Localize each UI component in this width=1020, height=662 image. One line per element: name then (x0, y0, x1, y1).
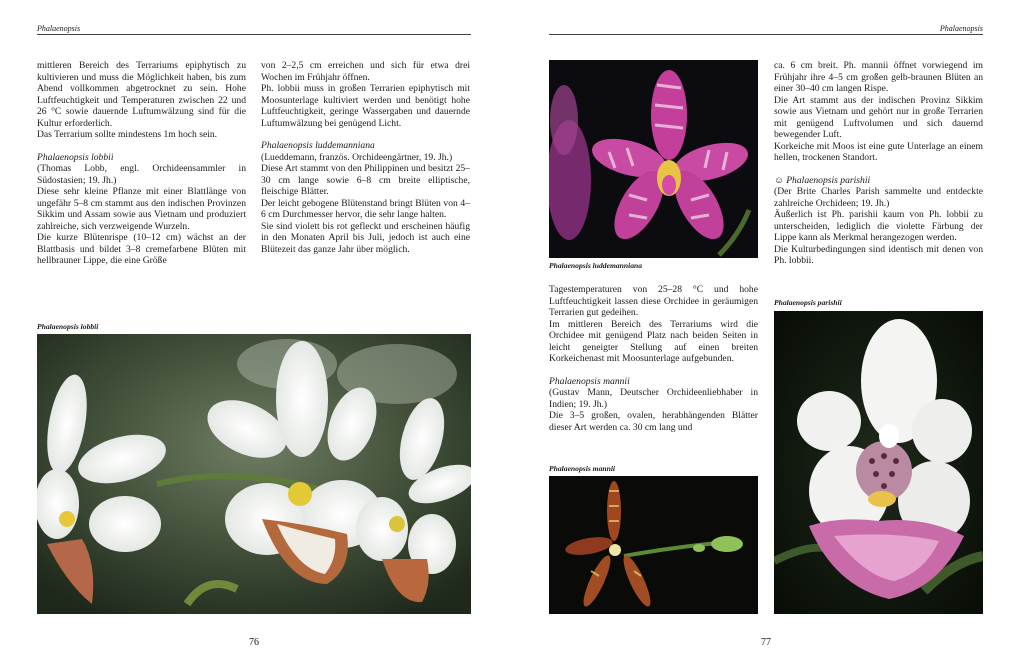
paragraph: (Der Brite Charles Parish sammelte und entdeckte zahlreiche Orchideen; 19. Jh.) (774, 186, 983, 209)
page-number-left: 76 (249, 637, 259, 648)
caption-lobbii: Phalaenopsis lobbii (37, 322, 99, 331)
left-column-2 (261, 60, 470, 255)
right-running-header: Phalaenopsis (939, 24, 983, 33)
photo-parishii (774, 311, 983, 614)
right-column-4 (774, 60, 983, 267)
photo-lobbii (37, 334, 471, 614)
paragraph: Tagestemperaturen von 25–28 °C und hohe Luftfeuchtigkeit lassen diese Orchidee in geräumigen Terrarien gut gedeihen. (549, 284, 758, 318)
caption-parishii: Phalaenopsis parishii (774, 298, 842, 307)
caption-luddemanniana: Phalaenopsis luddemanniana (549, 261, 643, 270)
right-column-3 (549, 284, 758, 433)
paragraph: Korkeiche mit Moos ist eine gute Unterlage an einem hellen, trockenen Standort. (774, 140, 983, 163)
paragraph: Der leicht gebogene Blütenstand bringt Blüten von 4–6 cm Durchmesser hervor, die sehr lange halten. (261, 197, 470, 220)
paragraph: Die 3–5 großen, ovalen, herabhängenden Blätter dieser Art werden ca. 30 cm lang und (549, 410, 758, 433)
photo-luddemanniana (549, 60, 758, 258)
paragraph: Äußerlich ist Ph. parishii kaum von Ph. lobbii zu unterscheiden, lediglich die violette Färbung der Lippe kann als Merkmal herangezogen werden. (774, 209, 983, 243)
paragraph: Sie sind violett bis rot gefleckt und erscheinen häufig in den Monaten April bis Juli, jedoch ist auch eine Blütezeit das ganze Jahr über möglich. (261, 220, 470, 255)
paragraph: (Lueddemann, französ. Orchideengärtner, 19. Jh.) (261, 151, 453, 163)
photo-mannii (549, 476, 758, 614)
paragraph: (Thomas Lobb, engl. Orchideensammler in Südostasien; 19. Jh.) (37, 163, 246, 186)
paragraph: Das Terrarium sollte mindestens 1m hoch sein. (37, 129, 218, 140)
paragraph: Im mittleren Bereich des Terrariums wird die Orchidee mit genügend Platz nach beiden Seiten in leicht geneigter Stellung auf einen breiten Korkeichenast mit Moosunterlage aufgebunden. (549, 318, 758, 364)
paragraph: Diese sehr kleine Pflanze mit einer Blattlänge von ungefähr 5–8 cm stammt aus den indischen Provinzen Sikkim und Assam sowie aus Vietnam und produziert zahlreiche, sich verzweigende Wurzeln. (37, 186, 246, 232)
paragraph: ca. 6 cm breit. Ph. mannii öffnet vorwiegend im Frühjahr ihre 4–5 cm großen gelb-braunen Blüten an einer 30–40 cm langen Rispe. (774, 60, 983, 94)
paragraph: mittleren Bereich des Terrariums epiphytisch zu kultivieren und muss die Möglichkeit haben, bis zum Abend vollkommen abgetrocknet zu sein. Hohe Luftfeuchtigkeit und Temperaturen zwischen 22 und 26 °C sowie dauernde Luftumwälzung sind für die Kultur erforderlich. (37, 60, 246, 129)
page-number-right: 77 (761, 637, 771, 648)
paragraph: Ph. lobbii muss in großen Terrarien epiphytisch mit Moosunterlage kultiviert werden und benötigt hohe Luftfeuchtigkeit, geringe Wassergaben und dauernde Luftumwälzung bei genügend Licht. (261, 83, 470, 129)
caption-mannii: Phalaenopsis mannii (549, 464, 616, 473)
left-column-1 (37, 60, 246, 267)
species-heading-parishii: ☺ Phalaenopsis parishii (774, 174, 871, 186)
species-heading-lobbii: Phalaenopsis lobbii (37, 151, 114, 163)
left-running-header: Phalaenopsis (37, 24, 81, 33)
paragraph: Diese Art stammt von den Philippinen und besitzt 25–30 cm lange sowie 6–8 cm breite elliptische, fleischige Blätter. (261, 163, 470, 197)
paragraph: (Gustav Mann, Deutscher Orchideenliebhaber in Indien; 19. Jh.) (549, 387, 758, 410)
right-header-rule (549, 34, 983, 35)
species-heading-mannii: Phalaenopsis mannii (549, 375, 630, 387)
paragraph: von 2–2,5 cm erreichen und sich für etwa drei Wochen im Frühjahr öffnen. (261, 60, 470, 83)
left-header-rule (37, 34, 471, 35)
species-heading-luddemanniana: Phalaenopsis luddemanniana (261, 140, 375, 151)
paragraph: Die Art stammt aus der indischen Provinz Sikkim sowie aus Vietnam und gehört nur in große Terrarien mit genügend Luftvolumen und sich dauernd bewegender Luft. (774, 94, 983, 140)
paragraph: Die kurze Blütenrispe (10–12 cm) wächst an der Blattbasis und bildet 3–8 cremefarbene Blüten mit hellbrauner Lippe, die eine Größe (37, 232, 246, 266)
paragraph: Die Kulturbedingungen sind identisch mit denen von Ph. lobbii. (774, 243, 983, 266)
